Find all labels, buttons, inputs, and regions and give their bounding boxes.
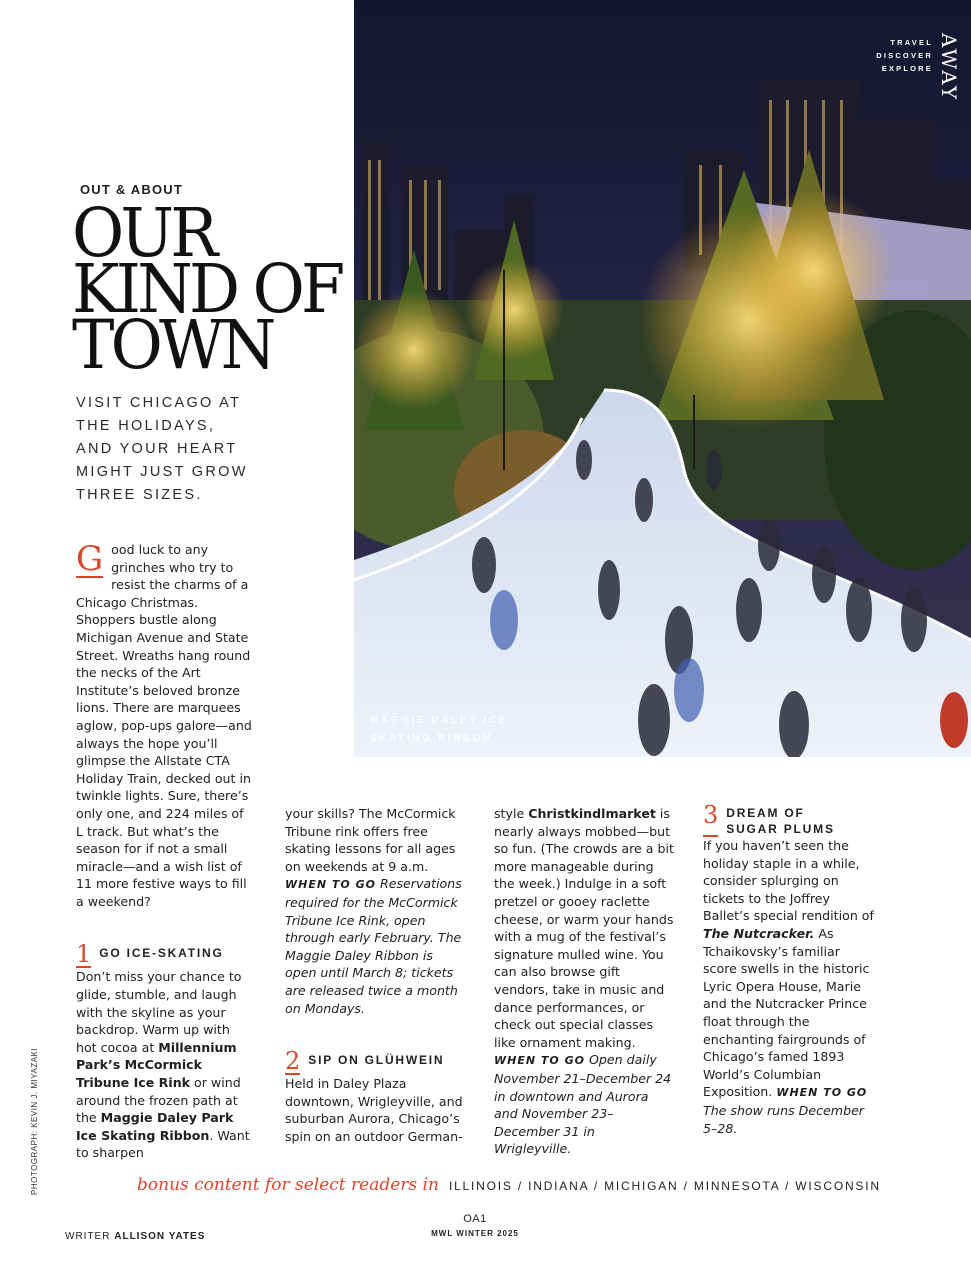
tagline-travel: TRAVEL — [890, 38, 933, 47]
section-2-when: Open daily November 21–December 24 in downtown and Aurora and November 23–December 31 in Wrigleyville. — [494, 1052, 672, 1157]
section-3-when-label: WHEN TO GO — [776, 1086, 868, 1100]
section-3-header — [703, 801, 875, 837]
section-1-continued — [285, 805, 465, 1017]
skating-ribbon-illustration — [354, 0, 971, 757]
intro-paragraph — [76, 541, 252, 910]
away-masthead — [876, 33, 961, 102]
section-3-body — [703, 837, 875, 1137]
column-3 — [494, 805, 676, 1158]
hero-photo — [354, 0, 971, 757]
section-3 — [703, 801, 875, 1137]
section-1-when-label: WHEN TO GO — [285, 878, 376, 892]
section-1-text-c: . Want to sharpen — [76, 1127, 250, 1161]
section-2-venue: Christkindlmarket — [528, 806, 656, 821]
section-3-number: 3 — [703, 805, 718, 837]
column-4 — [703, 801, 875, 1137]
section-2-when-label: WHEN TO GO — [494, 1054, 585, 1068]
section-2 — [285, 1047, 465, 1145]
section-2-header — [285, 1047, 465, 1076]
section-1-header — [76, 940, 252, 969]
section-3-text-a: If you haven’t seen the holiday staple in a while, consider splurging on tickets to the Joffrey Ballet’s special rendition of — [703, 838, 874, 924]
subhead-line-3: AND YOUR HEART — [76, 441, 238, 457]
intro-text: ood luck to any grinches who try to resist the charms of a Chicago Christmas. Shoppers bustle along Michigan Avenue and State Street. Wreaths hang round the necks of the Art Institute’s beloved bronze lions. There are marquees aglow, pop-ups galore—and always the hope you’ll glimpse the Allstate CTA Holiday Train, decked out in twinkle lights. Sure, there’s only one, and 224 miles of L track. But what’s the season for if not a small miracle—and a wish list of 11 more festive ways to fill a weekend? — [76, 542, 252, 909]
writer-credit — [65, 1231, 205, 1242]
section-2-text-b: is nearly always mobbed—but so fun. (The crowds are a bit more manageable during the week.) Indulge in a soft pretzel or gooey raclette cheese, or warm your hands with a mug of the festival’s signature mulled wine. You can also browse gift vendors, take in music and dance performances, or check out special classes like ornament making. — [494, 806, 674, 1050]
section-2-body — [285, 1075, 465, 1145]
title-line-3: TOWN — [72, 306, 273, 384]
section-3-text-b: As Tchaikovsky’s familiar score swells in the historic Lyric Opera House, Marie and the Nutcracker Prince float through the enchanting fairgrounds of Chicago’s famed 1893 World’s Columbian Exposition. — [703, 925, 870, 1100]
section-2-text-a-cont: style — [494, 806, 529, 821]
section-1-text-b: or wind around the frozen path at the — [76, 1075, 241, 1126]
section-2-title: SIP ON GLÜHWEIN — [308, 1053, 445, 1068]
column-1 — [76, 541, 252, 1162]
subhead-line-4: MIGHT JUST GROW — [76, 464, 248, 480]
section-1 — [76, 940, 252, 1162]
page-title — [72, 194, 342, 384]
title-line-1: OUR — [72, 194, 215, 272]
section-1-text-c-cont: your skills? The McCormick Tribune rink offers free skating lessons for all ages on weekends at 9 a.m. — [285, 806, 456, 874]
folio — [430, 1213, 520, 1238]
caption-line-2: SKATING RIBBON — [370, 733, 493, 744]
section-1-body — [76, 968, 252, 1162]
section-1-title: GO ICE-SKATING — [99, 946, 224, 961]
bonus-states: ILLINOIS / INDIANA / MICHIGAN / MINNESOTA / WISCONSIN — [448, 1179, 881, 1193]
section-3-title: DREAM OF SUGAR PLUMS — [726, 806, 835, 836]
section-2-number: 2 — [285, 1047, 301, 1076]
photo-caption — [370, 712, 508, 748]
page-number: OA1 — [463, 1213, 487, 1225]
title-line-2: KIND OF — [72, 250, 342, 328]
bonus-line — [137, 1175, 881, 1195]
section-2-continued — [494, 805, 676, 1158]
subhead — [76, 392, 248, 507]
edition: MWL WINTER 2025 — [431, 1229, 519, 1238]
bonus-script: bonus content for select readers in — [137, 1175, 439, 1195]
section-2-text-a: Held in Daley Plaza downtown, Wrigleyville, and suburban Aurora, Chicago’s spin on an outdoor German- — [285, 1076, 463, 1144]
subhead-line-1: VISIT CHICAGO AT — [76, 395, 242, 411]
section-3-when: The show runs December 5–28. — [703, 1102, 864, 1136]
subhead-line-5: THREE SIZES. — [76, 487, 203, 503]
section-1-number: 1 — [76, 940, 92, 969]
drop-cap: G — [76, 539, 104, 579]
writer-label: WRITER — [65, 1231, 111, 1242]
photo-credit: PHOTOGRAPH: KEVIN J. MIYAZAKI — [30, 1047, 39, 1195]
tagline-discover: DISCOVER — [876, 51, 933, 60]
column-2 — [285, 805, 465, 1146]
section-1-venue-1: Millennium Park’s McCormick Tribune Ice Rink — [76, 1039, 237, 1091]
section-1-text-a: Don’t miss your chance to glide, stumble, and laugh with the skyline as your backdrop. Warm up with hot cocoa at — [76, 969, 242, 1055]
writer-name: ALLISON YATES — [114, 1231, 206, 1242]
section-3-show: The Nutcracker. — [703, 925, 815, 941]
tagline-explore: EXPLORE — [881, 64, 933, 73]
section-kicker: OUT & ABOUT — [80, 182, 183, 197]
section-1-when: Reservations required for the McCormick Tribune Ice Rink, open through early February. The Maggie Daley Ribbon is open until March 8; tickets are released twice a month on Mondays. — [285, 876, 462, 1016]
section-1-venue-2: Maggie Daley Park Ice Skating Ribbon — [76, 1110, 234, 1143]
away-taglines — [876, 36, 933, 75]
away-logo: AWAY — [937, 33, 961, 102]
caption-line-1: MAGGIE DALEY ICE — [370, 715, 509, 726]
subhead-line-2: THE HOLIDAYS, — [76, 418, 216, 434]
